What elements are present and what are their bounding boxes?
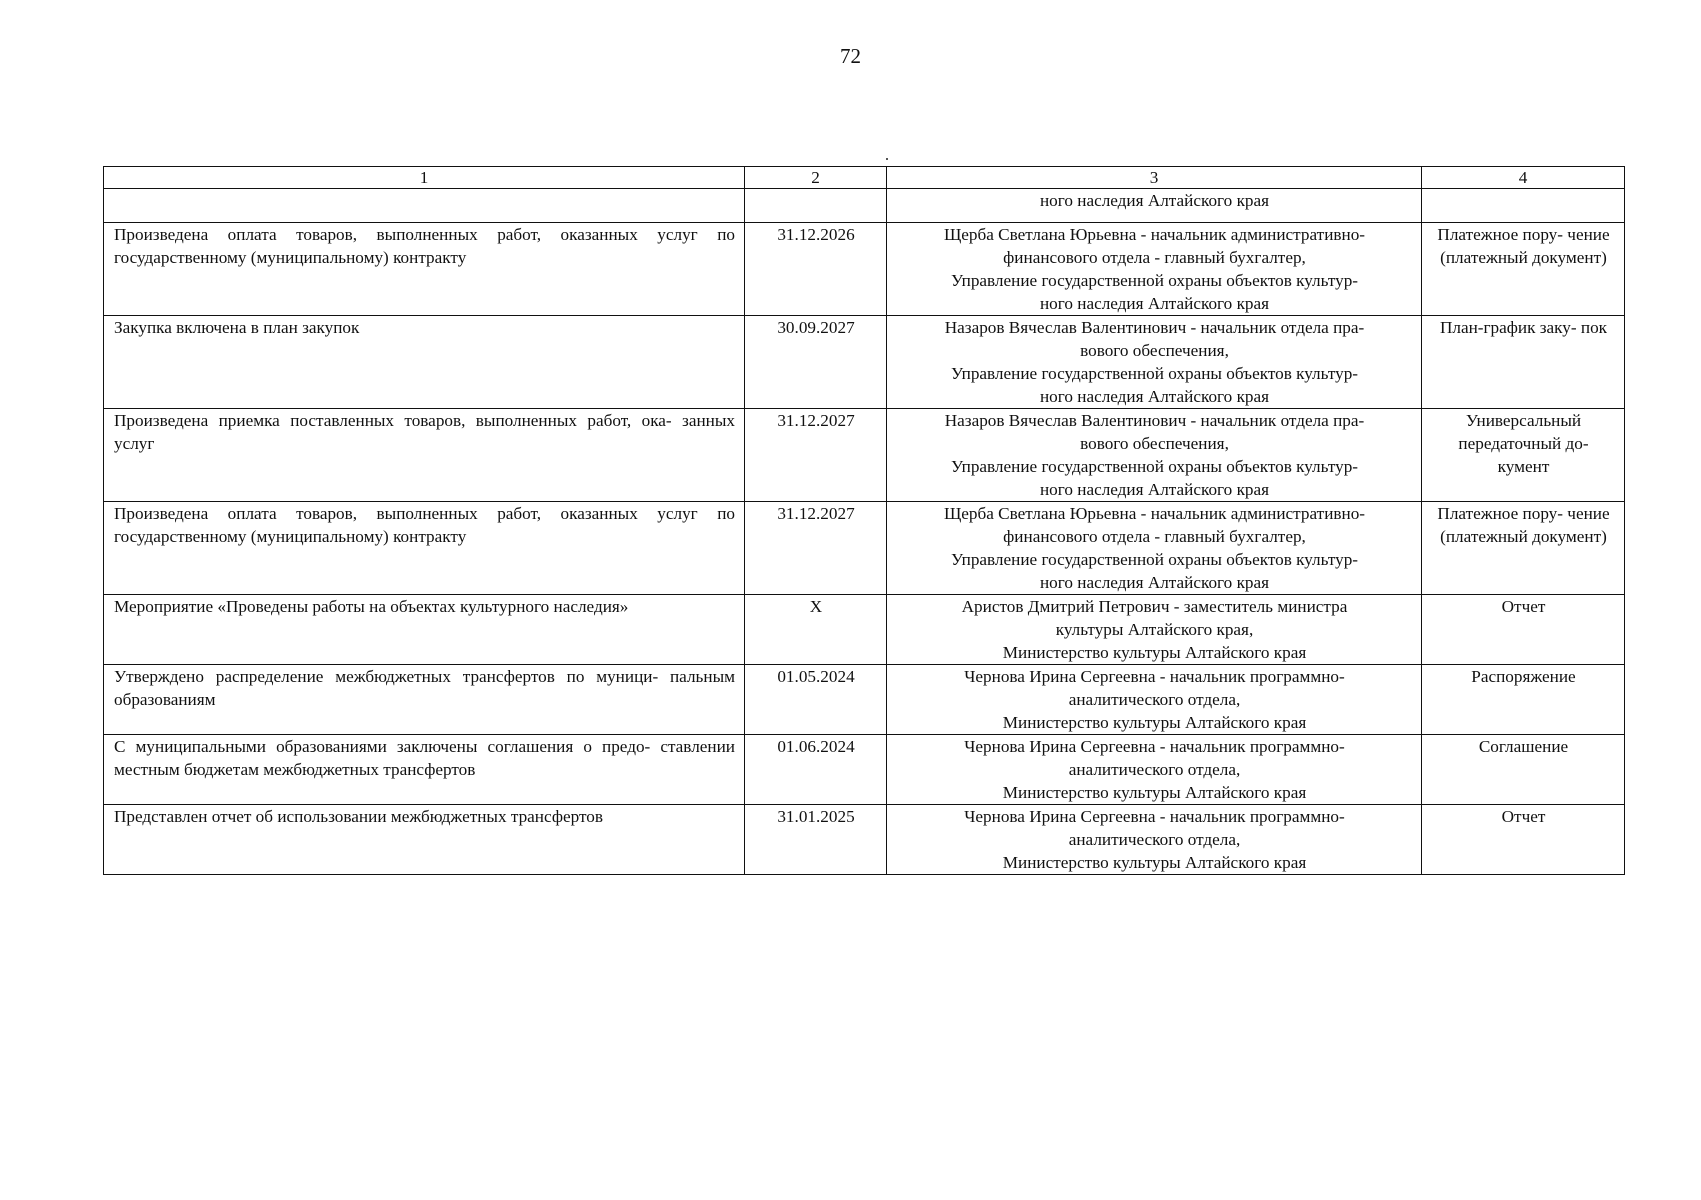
date-cell: 01.06.2024 bbox=[745, 735, 887, 805]
responsible-line: Управление государственной охраны объектов культур- bbox=[950, 550, 1359, 569]
responsible-line: Щерба Светлана Юрьевна - начальник административно- bbox=[943, 504, 1366, 523]
table-row bbox=[104, 189, 1625, 223]
responsible-cell bbox=[887, 189, 1422, 223]
document-cell: Отчет bbox=[1422, 805, 1625, 875]
document-cell: Распоряжение bbox=[1422, 665, 1625, 735]
table-row bbox=[104, 223, 1625, 316]
table-row bbox=[104, 502, 1625, 595]
table-header-row bbox=[104, 167, 1625, 189]
responsible-cell bbox=[887, 665, 1422, 735]
responsible-cell bbox=[887, 805, 1422, 875]
responsible-cell bbox=[887, 502, 1422, 595]
date-cell: 31.12.2027 bbox=[745, 409, 887, 502]
column-header-1: 1 bbox=[104, 167, 745, 189]
document-cell: Соглашение bbox=[1422, 735, 1625, 805]
event-cell: С муниципальными образованиями заключены соглашения о предо- ставлении местным бюджетам межбюджетных трансфертов bbox=[104, 735, 745, 805]
event-cell: Утверждено распределение межбюджетных трансфертов по муници- пальным образованиям bbox=[104, 665, 745, 735]
document-cell: Платежное пору- чение (платежный документ) bbox=[1422, 223, 1625, 316]
responsible-cell bbox=[887, 409, 1422, 502]
document-cell: Универсальный передаточный до- кумент bbox=[1422, 409, 1625, 502]
responsible-cell bbox=[887, 595, 1422, 665]
table-row bbox=[104, 735, 1625, 805]
page-number: 72 bbox=[840, 44, 861, 68]
date-cell: 30.09.2027 bbox=[745, 316, 887, 409]
responsible-line: Назаров Вячеслав Валентинович - начальник отдела пра- bbox=[944, 411, 1365, 430]
responsible-line: Аристов Дмитрий Петрович - заместитель министра bbox=[961, 597, 1348, 616]
table-row bbox=[104, 409, 1625, 502]
event-cell: Представлен отчет об использовании межбюджетных трансфертов bbox=[104, 805, 745, 875]
plan-table bbox=[103, 166, 1625, 875]
responsible-line: Управление государственной охраны объектов культур- bbox=[950, 271, 1359, 290]
event-cell: Произведена оплата товаров, выполненных работ, оказанных услуг по государственному (муниципальному) контракту bbox=[104, 223, 745, 316]
responsible-line: Чернова Ирина Сергеевна - начальник программно- bbox=[964, 667, 1345, 686]
table-row bbox=[104, 316, 1625, 409]
responsible-line: культуры Алтайского края, bbox=[1055, 620, 1254, 639]
document-cell: Платежное пору- чение (платежный документ) bbox=[1422, 502, 1625, 595]
responsible-line: аналитического отдела, bbox=[1068, 760, 1241, 779]
table-row bbox=[104, 805, 1625, 875]
responsible-line: аналитического отдела, bbox=[1068, 690, 1241, 709]
document-cell bbox=[1422, 189, 1625, 223]
event-cell bbox=[104, 189, 745, 223]
responsible-line: ного наследия Алтайского края bbox=[1039, 387, 1270, 406]
event-cell: Произведена приемка поставленных товаров, выполненных работ, ока- занных услуг bbox=[104, 409, 745, 502]
responsible-line: вового обеспечения, bbox=[1080, 341, 1229, 360]
table-row bbox=[104, 595, 1625, 665]
responsible-line: Чернова Ирина Сергеевна - начальник программно- bbox=[964, 737, 1345, 756]
responsible-line: Щерба Светлана Юрьевна - начальник административно- bbox=[943, 225, 1366, 244]
scan-mark bbox=[886, 158, 888, 160]
responsible-cell bbox=[887, 316, 1422, 409]
date-cell: 01.05.2024 bbox=[745, 665, 887, 735]
date-cell: 31.12.2027 bbox=[745, 502, 887, 595]
column-header-2: 2 bbox=[745, 167, 887, 189]
responsible-line: ного наследия Алтайского края bbox=[1039, 191, 1270, 210]
responsible-line: ного наследия Алтайского края bbox=[1039, 573, 1270, 592]
responsible-cell bbox=[887, 223, 1422, 316]
date-cell: X bbox=[745, 595, 887, 665]
responsible-line: Министерство культуры Алтайского края bbox=[1002, 783, 1307, 802]
responsible-line: Чернова Ирина Сергеевна - начальник программно- bbox=[964, 807, 1345, 826]
responsible-line: Назаров Вячеслав Валентинович - начальник отдела пра- bbox=[944, 318, 1365, 337]
responsible-line: аналитического отдела, bbox=[1068, 830, 1241, 849]
table-body bbox=[104, 189, 1625, 875]
document-cell: План-график заку- пок bbox=[1422, 316, 1625, 409]
event-cell: Произведена оплата товаров, выполненных работ, оказанных услуг по государственному (муниципальному) контракту bbox=[104, 502, 745, 595]
event-cell: Закупка включена в план закупок bbox=[104, 316, 745, 409]
responsible-line: Министерство культуры Алтайского края bbox=[1002, 643, 1307, 662]
responsible-cell bbox=[887, 735, 1422, 805]
responsible-line: ного наследия Алтайского края bbox=[1039, 294, 1270, 313]
responsible-line: Управление государственной охраны объектов культур- bbox=[950, 364, 1359, 383]
date-cell: 31.12.2026 bbox=[745, 223, 887, 316]
document-cell: Отчет bbox=[1422, 595, 1625, 665]
column-header-4: 4 bbox=[1422, 167, 1625, 189]
table-row bbox=[104, 665, 1625, 735]
column-header-3: 3 bbox=[887, 167, 1422, 189]
responsible-line: вового обеспечения, bbox=[1080, 434, 1229, 453]
responsible-line: финансового отдела - главный бухгалтер, bbox=[1003, 248, 1306, 267]
responsible-line: ного наследия Алтайского края bbox=[1039, 480, 1270, 499]
responsible-line: финансового отдела - главный бухгалтер, bbox=[1003, 527, 1306, 546]
event-cell: Мероприятие «Проведены работы на объектах культурного наследия» bbox=[104, 595, 745, 665]
date-cell bbox=[745, 189, 887, 223]
date-cell: 31.01.2025 bbox=[745, 805, 887, 875]
responsible-line: Министерство культуры Алтайского края bbox=[1002, 713, 1307, 732]
responsible-line: Управление государственной охраны объектов культур- bbox=[950, 457, 1359, 476]
responsible-line: Министерство культуры Алтайского края bbox=[1002, 853, 1307, 872]
